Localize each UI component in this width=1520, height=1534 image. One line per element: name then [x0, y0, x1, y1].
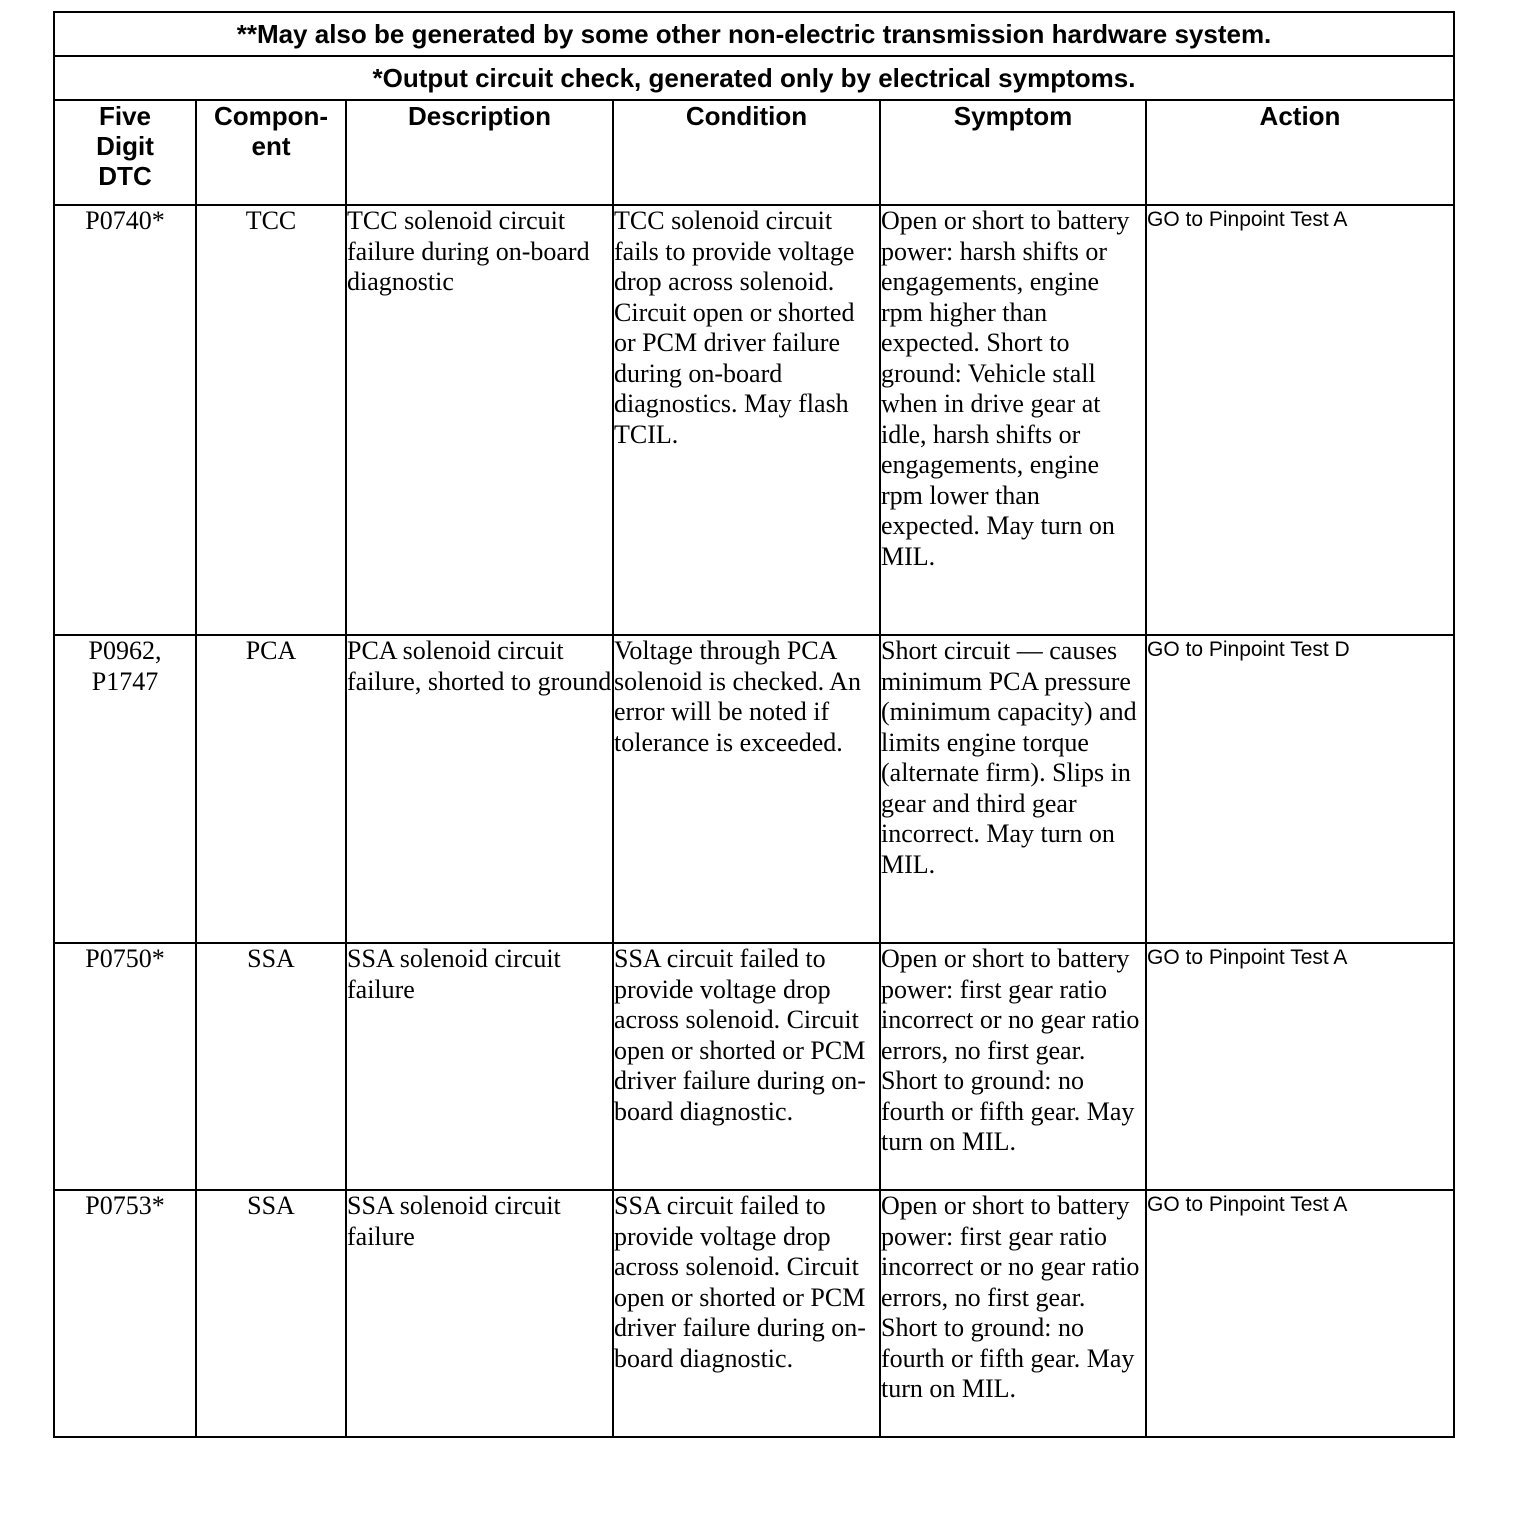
condition: SSA circuit failed to provide voltage drop across solenoid. Circuit open or shorted or PCM driver failure during on-board diagnostic. [613, 1190, 880, 1437]
dtc-code: P0753* [54, 1190, 196, 1437]
description: SSA solenoid circuit failure [346, 1190, 613, 1437]
table-row [54, 1190, 1454, 1437]
action: GO to Pinpoint Test A [1146, 943, 1454, 1190]
action: GO to Pinpoint Test D [1146, 635, 1454, 943]
header-symptom: Symptom [880, 100, 1146, 205]
header-action: Action [1146, 100, 1454, 205]
dtc-code: P0962, P1747 [54, 635, 196, 943]
condition: TCC solenoid circuit fails to provide voltage drop across solenoid. Circuit open or shorted or PCM driver failure during on-board diagnostics. May flash TCIL. [613, 205, 880, 635]
dtc-code: P0740* [54, 205, 196, 635]
component: TCC [196, 205, 346, 635]
header-dtc: Five Digit DTC [54, 100, 196, 205]
symptom: Open or short to battery power: harsh shifts or engagements, engine rpm higher than expected. Short to ground: Vehicle stall when in drive gear at idle, harsh shifts or engagements, engine rpm lower than expected. May turn on MIL. [880, 205, 1146, 635]
symptom: Open or short to battery power: first gear ratio incorrect or no gear ratio errors, no first gear. Short to ground: no fourth or fifth gear. May turn on MIL. [880, 943, 1146, 1190]
symptom: Open or short to battery power: first gear ratio incorrect or no gear ratio errors, no first gear. Short to ground: no fourth or fifth gear. May turn on MIL. [880, 1190, 1146, 1437]
description: TCC solenoid circuit failure during on-board diagnostic [346, 205, 613, 635]
table-row [54, 943, 1454, 1190]
table-row [54, 635, 1454, 943]
component: SSA [196, 943, 346, 1190]
action: GO to Pinpoint Test A [1146, 1190, 1454, 1437]
header-condition: Condition [613, 100, 880, 205]
table-note-output-circuit: *Output circuit check, generated only by electrical symptoms. [54, 56, 1454, 100]
dtc-table [53, 11, 1455, 1438]
dtc-code: P0750* [54, 943, 196, 1190]
action: GO to Pinpoint Test A [1146, 205, 1454, 635]
table-row [54, 205, 1454, 635]
symptom: Short circuit — causes minimum PCA pressure (minimum capacity) and limits engine torque (alternate firm). Slips in gear and third gear incorrect. May turn on MIL. [880, 635, 1146, 943]
condition: SSA circuit failed to provide voltage drop across solenoid. Circuit open or shorted or PCM driver failure during on-board diagnostic. [613, 943, 880, 1190]
component: SSA [196, 1190, 346, 1437]
table-note-hardware: **May also be generated by some other non-electric transmission hardware system. [54, 12, 1454, 56]
table-header-row [54, 100, 1454, 205]
component: PCA [196, 635, 346, 943]
description: SSA solenoid circuit failure [346, 943, 613, 1190]
condition: Voltage through PCA solenoid is checked. An error will be noted if tolerance is exceeded. [613, 635, 880, 943]
header-description: Description [346, 100, 613, 205]
description: PCA solenoid circuit failure, shorted to ground [346, 635, 613, 943]
header-component: Compon- ent [196, 100, 346, 205]
